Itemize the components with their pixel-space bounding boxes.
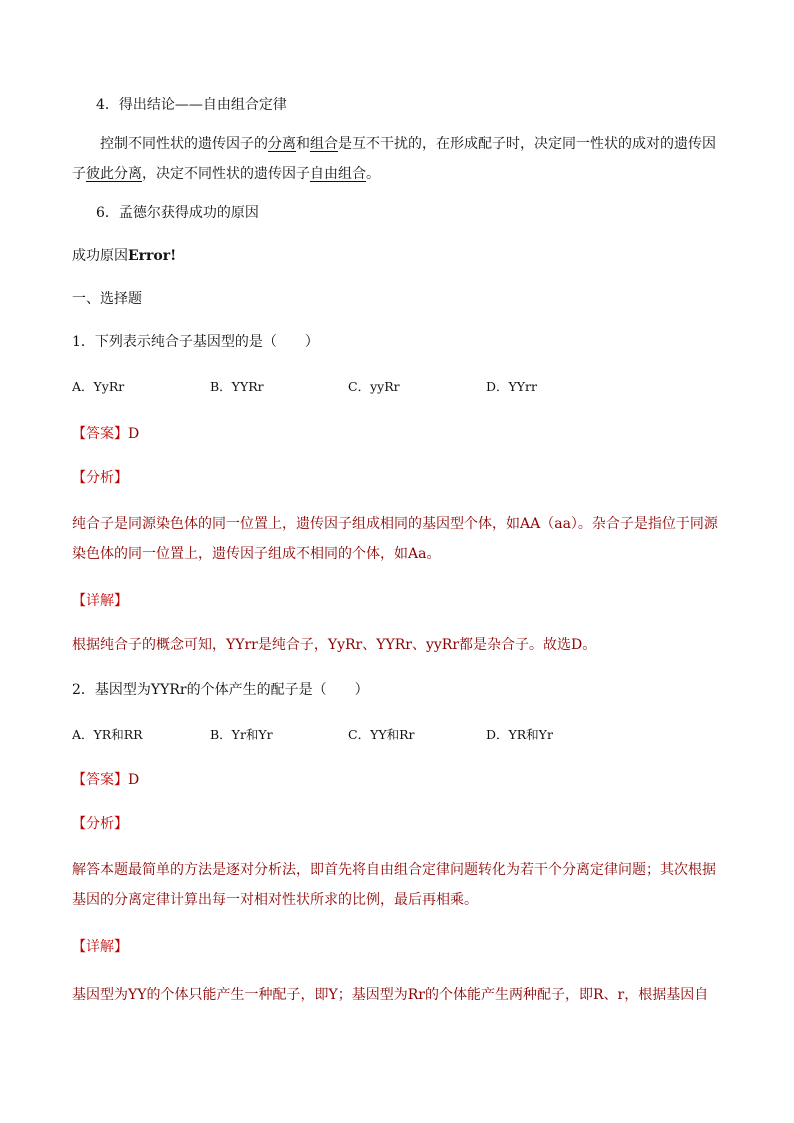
q1-detail-text: 根据纯合子的概念可知，YYrr是纯合子，YyRr、YYRr、yyRr都是杂合子。故选D。 <box>72 637 597 653</box>
text-span: 。 <box>366 166 380 182</box>
text-span: 和 <box>296 136 310 152</box>
text-span: 控制不同性状的遗传因子的 <box>100 136 268 152</box>
success-reason-line <box>72 247 176 265</box>
q1-answer-line <box>72 425 139 443</box>
section-4-paragraph <box>72 129 724 189</box>
q2-analysis-text: 解答本题最简单的方法是逐对分析法，即首先将自由组合定律问题转化为若干个分离定律问题；其次根据基因的分离定律计算出每一对相对性状所求的比例，最后再相乘。 <box>72 862 716 908</box>
success-reason-label: 成功原因 <box>72 248 128 264</box>
q1-option-b: B．YYRr <box>210 379 264 394</box>
q1-option-c: C．yyRr <box>348 379 400 394</box>
q1-stem: 1．下列表示纯合子基因型的是（ ） <box>72 334 319 350</box>
q2-option-a: A．YR和RR <box>72 727 143 742</box>
q2-detail-text: 基因型为YY的个体只能产生一种配子，即Y；基因型为Rr的个体能产生两种配子，即R、r，根据基因自 <box>72 987 709 1003</box>
answer-value: D <box>128 426 140 442</box>
underlined-term: 自由组合 <box>310 166 366 182</box>
section-4-heading: 4．得出结论——自由组合定律 <box>96 97 287 113</box>
q1-option-a: A．YyRr <box>72 379 125 394</box>
part-title: 一、选择题 <box>72 291 142 307</box>
q2-stem: 2．基因型为YYRr的个体产生的配子是（ ） <box>72 682 369 698</box>
text-span: 是互不干扰的，在形成配子时，决定同一性状的成对的遗传因子 <box>72 136 716 182</box>
q2-option-d: D．YR和Yr <box>486 727 553 742</box>
underlined-term: 分离 <box>268 136 296 152</box>
underlined-term: 组合 <box>310 136 338 152</box>
q2-option-b: B．Yr和Yr <box>210 727 273 742</box>
section-6-heading: 6．孟德尔获得成功的原因 <box>96 205 259 221</box>
q1-option-d: D．YYrr <box>486 379 537 394</box>
answer-value: D <box>128 772 140 788</box>
q2-option-c: C．YY和Rr <box>348 727 415 742</box>
q1-analysis-tag: 【分析】 <box>72 470 128 486</box>
q1-analysis-text: 纯合子是同源染色体的同一位置上，遗传因子组成相同的基因型个体，如AA（aa）。杂合子是指位于同源染色体的同一位置上，遗传因子组成不相同的个体，如Aa。 <box>72 516 718 562</box>
q1-detail-tag: 【详解】 <box>72 593 128 609</box>
text-span: ，决定不同性状的遗传因子 <box>142 166 310 182</box>
answer-tag: 【答案】 <box>72 772 128 788</box>
q2-detail-tag: 【详解】 <box>72 939 128 955</box>
error-field: Error! <box>128 248 177 264</box>
q2-answer-line <box>72 771 139 789</box>
q2-analysis-tag: 【分析】 <box>72 816 128 832</box>
answer-tag: 【答案】 <box>72 426 128 442</box>
underlined-term: 彼此分离 <box>86 166 142 182</box>
